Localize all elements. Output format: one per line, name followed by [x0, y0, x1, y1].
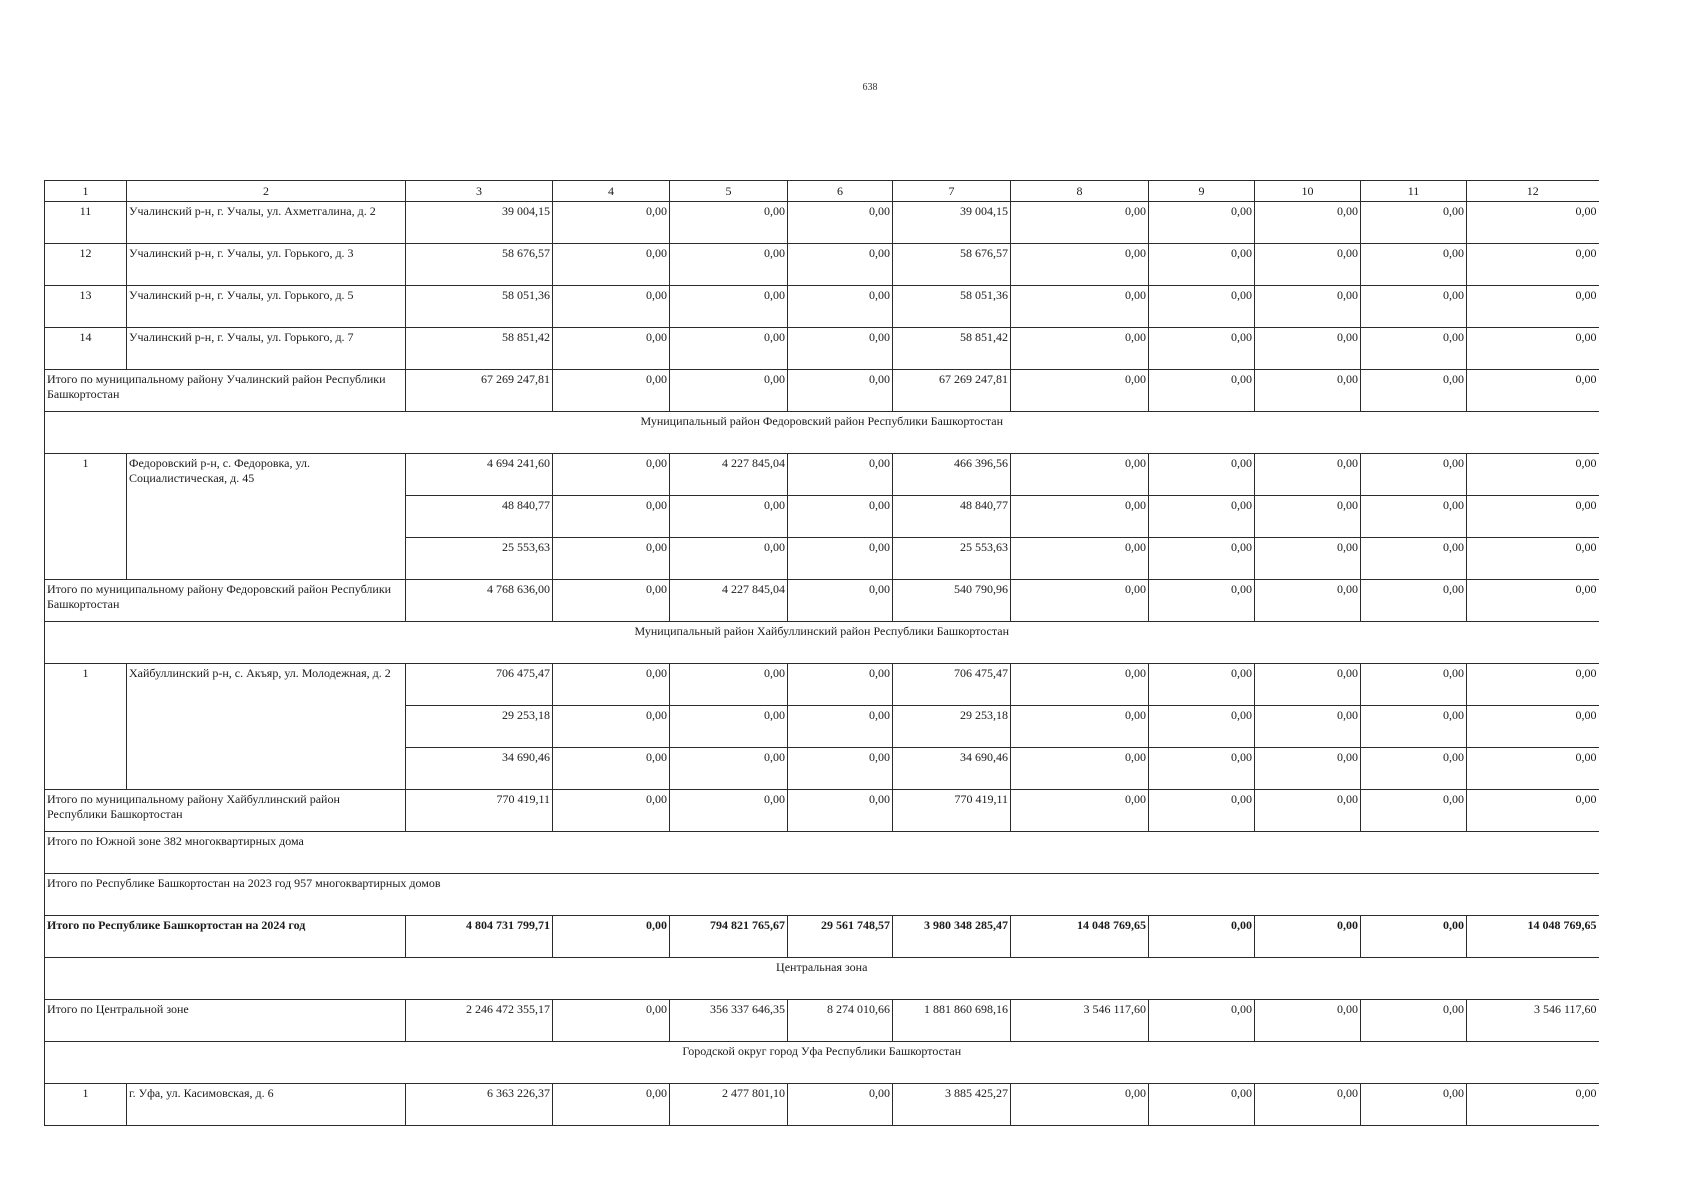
- section-title: Городской округ город Уфа Республики Башкортостан: [45, 1042, 1599, 1084]
- value-cell: 0,00: [553, 328, 670, 370]
- value-cell: 0,00: [1149, 916, 1255, 958]
- address-cell: Учалинский р-н, г. Учалы, ул. Горького, д. 5: [127, 286, 406, 328]
- value-cell: 0,00: [1361, 748, 1467, 790]
- year-total-row: [45, 874, 1599, 916]
- value-cell: 0,00: [1467, 244, 1599, 286]
- value-cell: 0,00: [553, 286, 670, 328]
- value-cell: 58 676,57: [893, 244, 1011, 286]
- value-cell: 67 269 247,81: [406, 370, 553, 412]
- value-cell: 466 396,56: [893, 454, 1011, 496]
- value-cell: 4 768 636,00: [406, 580, 553, 622]
- address-cell: Федоровский р-н, с. Федоровка, ул. Социалистическая, д. 45: [127, 454, 406, 580]
- value-cell: 0,00: [1255, 496, 1361, 538]
- value-cell: 0,00: [1149, 328, 1255, 370]
- value-cell: 0,00: [1467, 748, 1599, 790]
- value-cell: 0,00: [1361, 1084, 1467, 1126]
- value-cell: 3 980 348 285,47: [893, 916, 1011, 958]
- subtotal-row: [45, 580, 1599, 622]
- value-cell: 0,00: [1467, 664, 1599, 706]
- section-title: Муниципальный район Хайбуллинский район Республики Башкортостан: [45, 622, 1599, 664]
- value-cell: 0,00: [1361, 370, 1467, 412]
- value-cell: 0,00: [1011, 664, 1149, 706]
- value-cell: 0,00: [1011, 748, 1149, 790]
- row-number: 1: [45, 1084, 127, 1126]
- data-table: [44, 180, 1599, 1126]
- row-number: 1: [45, 664, 127, 790]
- value-cell: 0,00: [788, 1084, 893, 1126]
- value-cell: 0,00: [1467, 370, 1599, 412]
- value-cell: 0,00: [1149, 580, 1255, 622]
- subtotal-label: Итого по муниципальному району Хайбуллинский район Республики Башкортостан: [45, 790, 406, 832]
- value-cell: 0,00: [1467, 202, 1599, 244]
- page-number: 638: [862, 82, 878, 93]
- value-cell: 0,00: [788, 202, 893, 244]
- value-cell: 8 274 010,66: [788, 1000, 893, 1042]
- value-cell: 0,00: [788, 244, 893, 286]
- value-cell: 0,00: [1011, 706, 1149, 748]
- value-cell: 0,00: [1011, 244, 1149, 286]
- value-cell: 0,00: [1149, 496, 1255, 538]
- value-cell: 0,00: [1255, 244, 1361, 286]
- value-cell: 0,00: [1255, 706, 1361, 748]
- value-cell: 0,00: [1467, 538, 1599, 580]
- row-number: 13: [45, 286, 127, 328]
- value-cell: 0,00: [1467, 328, 1599, 370]
- section-header-row: [45, 1042, 1599, 1084]
- value-cell: 706 475,47: [406, 664, 553, 706]
- value-cell: 0,00: [553, 790, 670, 832]
- row-number: 14: [45, 328, 127, 370]
- subtotal-label: Итого по муниципальному району Учалинский район Республики Башкортостан: [45, 370, 406, 412]
- value-cell: 0,00: [788, 454, 893, 496]
- value-cell: 0,00: [670, 202, 788, 244]
- value-cell: 0,00: [1361, 328, 1467, 370]
- value-cell: 0,00: [1361, 244, 1467, 286]
- value-cell: 0,00: [1467, 496, 1599, 538]
- value-cell: 0,00: [1149, 454, 1255, 496]
- value-cell: 0,00: [1149, 1084, 1255, 1126]
- header-cell: 6: [788, 181, 893, 202]
- value-cell: 0,00: [1361, 496, 1467, 538]
- header-cell: 10: [1255, 181, 1361, 202]
- value-cell: 0,00: [553, 916, 670, 958]
- value-cell: 0,00: [1361, 538, 1467, 580]
- value-cell: 0,00: [1255, 748, 1361, 790]
- value-cell: 39 004,15: [893, 202, 1011, 244]
- value-cell: 794 821 765,67: [670, 916, 788, 958]
- header-cell: 2: [127, 181, 406, 202]
- value-cell: 14 048 769,65: [1011, 916, 1149, 958]
- value-cell: 1 881 860 698,16: [893, 1000, 1011, 1042]
- value-cell: 0,00: [788, 706, 893, 748]
- value-cell: 0,00: [1255, 580, 1361, 622]
- value-cell: 58 851,42: [406, 328, 553, 370]
- row-number: 11: [45, 202, 127, 244]
- value-cell: 0,00: [788, 496, 893, 538]
- value-cell: 0,00: [1011, 790, 1149, 832]
- value-cell: 0,00: [788, 664, 893, 706]
- subtotal-row: [45, 790, 1599, 832]
- value-cell: 0,00: [553, 454, 670, 496]
- value-cell: 0,00: [788, 580, 893, 622]
- value-cell: 67 269 247,81: [893, 370, 1011, 412]
- value-cell: 0,00: [1467, 1084, 1599, 1126]
- value-cell: 6 363 226,37: [406, 1084, 553, 1126]
- value-cell: 48 840,77: [406, 496, 553, 538]
- value-cell: 770 419,11: [893, 790, 1011, 832]
- value-cell: 0,00: [1011, 454, 1149, 496]
- value-cell: 58 676,57: [406, 244, 553, 286]
- section-header-row: [45, 622, 1599, 664]
- value-cell: 0,00: [1255, 202, 1361, 244]
- value-cell: 0,00: [553, 370, 670, 412]
- value-cell: 29 561 748,57: [788, 916, 893, 958]
- value-cell: 0,00: [1255, 664, 1361, 706]
- header-cell: 3: [406, 181, 553, 202]
- value-cell: 0,00: [1011, 1084, 1149, 1126]
- year-total-label: Итого по Республике Башкортостан на 2023 год 957 многоквартирных домов: [45, 874, 1599, 916]
- header-cell: 7: [893, 181, 1011, 202]
- grand-total-label: Итого по Республике Башкортостан на 2024 год: [45, 916, 406, 958]
- value-cell: 0,00: [1361, 202, 1467, 244]
- value-cell: 356 337 646,35: [670, 1000, 788, 1042]
- value-cell: 0,00: [1255, 1000, 1361, 1042]
- value-cell: 0,00: [1255, 790, 1361, 832]
- row-number: 1: [45, 454, 127, 580]
- section-header-row: [45, 958, 1599, 1000]
- value-cell: 58 851,42: [893, 328, 1011, 370]
- value-cell: 3 885 425,27: [893, 1084, 1011, 1126]
- value-cell: 0,00: [1255, 454, 1361, 496]
- value-cell: 0,00: [1361, 790, 1467, 832]
- value-cell: 0,00: [788, 790, 893, 832]
- grand-total-row: [45, 916, 1599, 958]
- address-cell: Учалинский р-н, г. Учалы, ул. Ахметгалина, д. 2: [127, 202, 406, 244]
- value-cell: 39 004,15: [406, 202, 553, 244]
- table-row: [45, 328, 1599, 370]
- value-cell: 4 227 845,04: [670, 454, 788, 496]
- subtotal-row: [45, 1000, 1599, 1042]
- header-cell: 5: [670, 181, 788, 202]
- value-cell: 0,00: [553, 496, 670, 538]
- address-cell: Учалинский р-н, г. Учалы, ул. Горького, д. 7: [127, 328, 406, 370]
- value-cell: 0,00: [553, 580, 670, 622]
- value-cell: 4 227 845,04: [670, 580, 788, 622]
- value-cell: 0,00: [1011, 496, 1149, 538]
- value-cell: 0,00: [1011, 538, 1149, 580]
- header-cell: 12: [1467, 181, 1599, 202]
- value-cell: 29 253,18: [893, 706, 1011, 748]
- value-cell: 25 553,63: [406, 538, 553, 580]
- value-cell: 58 051,36: [406, 286, 553, 328]
- value-cell: 0,00: [788, 538, 893, 580]
- value-cell: 0,00: [1255, 538, 1361, 580]
- value-cell: 58 051,36: [893, 286, 1011, 328]
- address-cell: Хайбуллинский р-н, с. Акъяр, ул. Молодежная, д. 2: [127, 664, 406, 790]
- value-cell: 0,00: [1149, 202, 1255, 244]
- value-cell: 0,00: [1011, 286, 1149, 328]
- subtotal-label: Итого по Центральной зоне: [45, 1000, 406, 1042]
- value-cell: 0,00: [1361, 664, 1467, 706]
- header-cell: 8: [1011, 181, 1149, 202]
- value-cell: 540 790,96: [893, 580, 1011, 622]
- zone-total-label: Итого по Южной зоне 382 многоквартирных дома: [45, 832, 1599, 874]
- table-row: [45, 454, 1599, 496]
- value-cell: 0,00: [1011, 370, 1149, 412]
- address-cell: г. Уфа, ул. Касимовская, д. 6: [127, 1084, 406, 1126]
- header-cell: 11: [1361, 181, 1467, 202]
- value-cell: 34 690,46: [893, 748, 1011, 790]
- value-cell: 29 253,18: [406, 706, 553, 748]
- table-row: [45, 1084, 1599, 1126]
- value-cell: 0,00: [1361, 580, 1467, 622]
- subtotal-label: Итого по муниципальному району Федоровский район Республики Башкортостан: [45, 580, 406, 622]
- value-cell: 0,00: [1361, 916, 1467, 958]
- value-cell: 770 419,11: [406, 790, 553, 832]
- value-cell: 0,00: [1467, 706, 1599, 748]
- value-cell: 0,00: [670, 664, 788, 706]
- value-cell: 0,00: [670, 538, 788, 580]
- section-header-row: [45, 412, 1599, 454]
- value-cell: 0,00: [1467, 454, 1599, 496]
- value-cell: 3 546 117,60: [1011, 1000, 1149, 1042]
- value-cell: 0,00: [1255, 370, 1361, 412]
- header-cell: 1: [45, 181, 127, 202]
- value-cell: 0,00: [1011, 202, 1149, 244]
- value-cell: 0,00: [553, 244, 670, 286]
- value-cell: 0,00: [1149, 706, 1255, 748]
- value-cell: 0,00: [1149, 370, 1255, 412]
- value-cell: 0,00: [670, 370, 788, 412]
- value-cell: 0,00: [1149, 664, 1255, 706]
- value-cell: 4 804 731 799,71: [406, 916, 553, 958]
- value-cell: 0,00: [1361, 706, 1467, 748]
- zone-total-row: [45, 832, 1599, 874]
- value-cell: 0,00: [670, 286, 788, 328]
- header-row: [45, 181, 1599, 202]
- value-cell: 0,00: [553, 748, 670, 790]
- value-cell: 0,00: [553, 1084, 670, 1126]
- header-cell: 9: [1149, 181, 1255, 202]
- value-cell: 0,00: [1255, 328, 1361, 370]
- value-cell: 0,00: [670, 748, 788, 790]
- value-cell: 0,00: [670, 706, 788, 748]
- value-cell: 0,00: [1361, 286, 1467, 328]
- value-cell: 0,00: [670, 244, 788, 286]
- value-cell: 4 694 241,60: [406, 454, 553, 496]
- table-row: [45, 202, 1599, 244]
- row-number: 12: [45, 244, 127, 286]
- value-cell: 0,00: [1467, 790, 1599, 832]
- section-title: Центральная зона: [45, 958, 1599, 1000]
- value-cell: 0,00: [553, 706, 670, 748]
- value-cell: 48 840,77: [893, 496, 1011, 538]
- value-cell: 0,00: [1149, 286, 1255, 328]
- value-cell: 0,00: [1255, 1084, 1361, 1126]
- table-row: [45, 664, 1599, 706]
- value-cell: 0,00: [788, 328, 893, 370]
- table-row: [45, 244, 1599, 286]
- value-cell: 0,00: [670, 496, 788, 538]
- value-cell: 0,00: [1011, 328, 1149, 370]
- value-cell: 2 477 801,10: [670, 1084, 788, 1126]
- value-cell: 0,00: [670, 790, 788, 832]
- value-cell: 0,00: [1149, 244, 1255, 286]
- address-cell: Учалинский р-н, г. Учалы, ул. Горького, д. 3: [127, 244, 406, 286]
- value-cell: 0,00: [1255, 916, 1361, 958]
- value-cell: 0,00: [553, 664, 670, 706]
- value-cell: 0,00: [788, 370, 893, 412]
- value-cell: 0,00: [553, 538, 670, 580]
- value-cell: 2 246 472 355,17: [406, 1000, 553, 1042]
- value-cell: 0,00: [1149, 748, 1255, 790]
- value-cell: 0,00: [788, 748, 893, 790]
- subtotal-row: [45, 370, 1599, 412]
- value-cell: 0,00: [1255, 286, 1361, 328]
- value-cell: 34 690,46: [406, 748, 553, 790]
- value-cell: 0,00: [1361, 1000, 1467, 1042]
- value-cell: 0,00: [788, 286, 893, 328]
- value-cell: 0,00: [553, 202, 670, 244]
- value-cell: 0,00: [1361, 454, 1467, 496]
- value-cell: 3 546 117,60: [1467, 1000, 1599, 1042]
- value-cell: 0,00: [1011, 580, 1149, 622]
- value-cell: 0,00: [670, 328, 788, 370]
- value-cell: 706 475,47: [893, 664, 1011, 706]
- value-cell: 0,00: [1467, 286, 1599, 328]
- table-row: [45, 286, 1599, 328]
- value-cell: 25 553,63: [893, 538, 1011, 580]
- value-cell: 0,00: [1467, 580, 1599, 622]
- section-title: Муниципальный район Федоровский район Республики Башкортостан: [45, 412, 1599, 454]
- value-cell: 14 048 769,65: [1467, 916, 1599, 958]
- value-cell: 0,00: [1149, 1000, 1255, 1042]
- value-cell: 0,00: [553, 1000, 670, 1042]
- value-cell: 0,00: [1149, 538, 1255, 580]
- value-cell: 0,00: [1149, 790, 1255, 832]
- header-cell: 4: [553, 181, 670, 202]
